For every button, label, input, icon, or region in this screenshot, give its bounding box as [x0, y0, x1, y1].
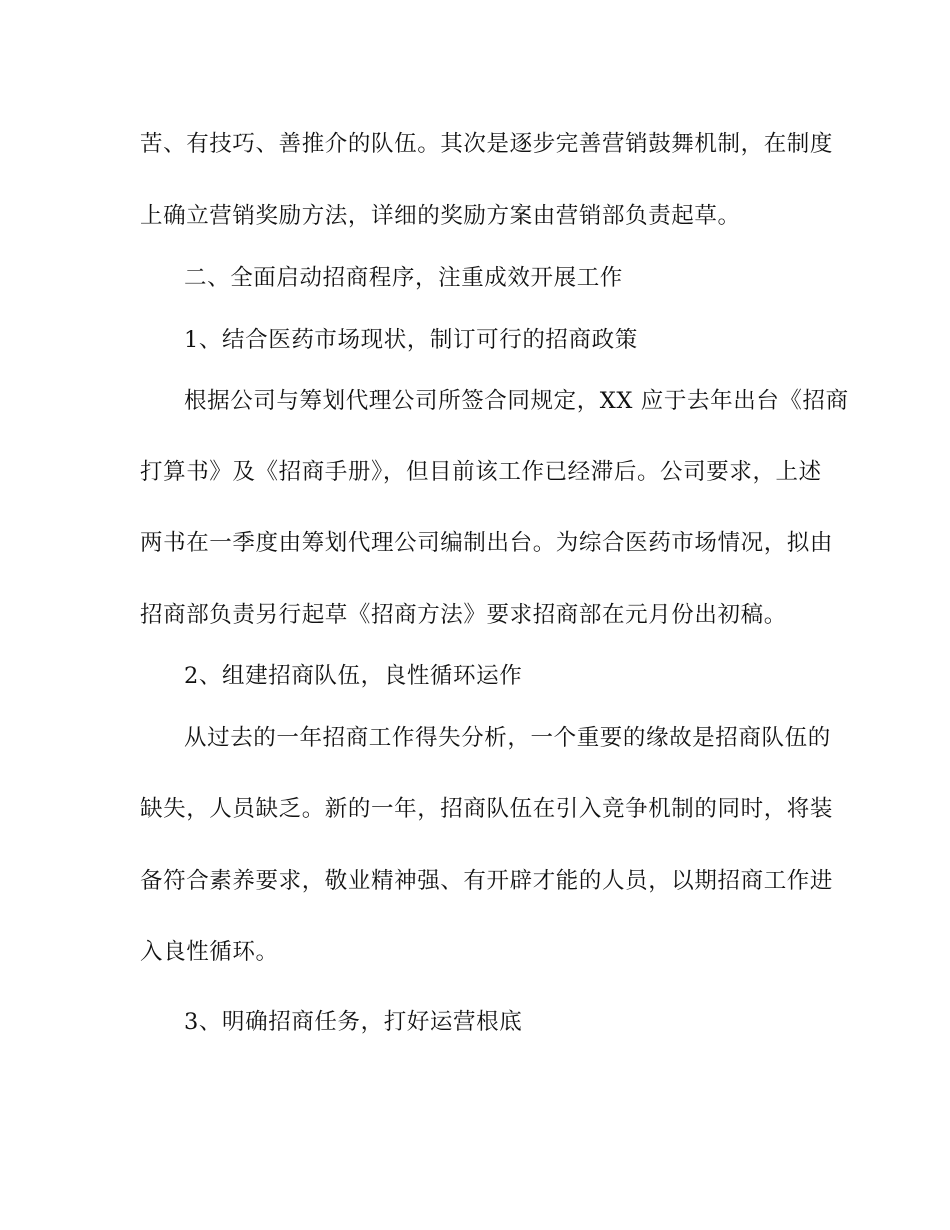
paragraph-line: 缺失，人员缺乏。新的一年，招商队伍在引入竞争机制的同时，将装	[140, 796, 834, 822]
subsection-heading: 1、结合医药市场现状，制订可行的招商政策	[184, 327, 638, 353]
paragraph-line: 两书在一季度由筹划代理公司编制出台。为综合医药市场情况，拟由	[140, 530, 834, 556]
paragraph-line: 备符合素养要求，敬业精神强、有开辟才能的人员，以期招商工作进	[140, 868, 834, 894]
paragraph-line: 打算书》及《招商手册》，但目前该工作已经滞后。公司要求，上述	[140, 459, 822, 485]
subsection-heading: 2、组建招商队伍，良性循环运作	[184, 663, 523, 689]
paragraph-line: 上确立营销奖励方法，详细的奖励方案由营销部负责起草。	[140, 203, 741, 229]
paragraph-line: 招商部负责另行起草《招商方法》要求招商部在元月份出初稿。	[140, 602, 787, 628]
subsection-heading: 3、明确招商任务，打好运营根底	[184, 1009, 523, 1035]
paragraph-line: 苦、有技巧、善推介的队伍。其次是逐步完善营销鼓舞机制，在制度	[140, 131, 834, 157]
paragraph-line: 入良性循环。	[140, 939, 279, 965]
section-heading: 二、全面启动招商程序，注重成效开展工作	[184, 265, 623, 291]
paragraph-line: 根据公司与筹划代理公司所签合同规定，XX 应于去年出台《招商	[184, 388, 849, 414]
paragraph-line: 从过去的一年招商工作得失分析，一个重要的缘故是招商队伍的	[184, 725, 831, 751]
